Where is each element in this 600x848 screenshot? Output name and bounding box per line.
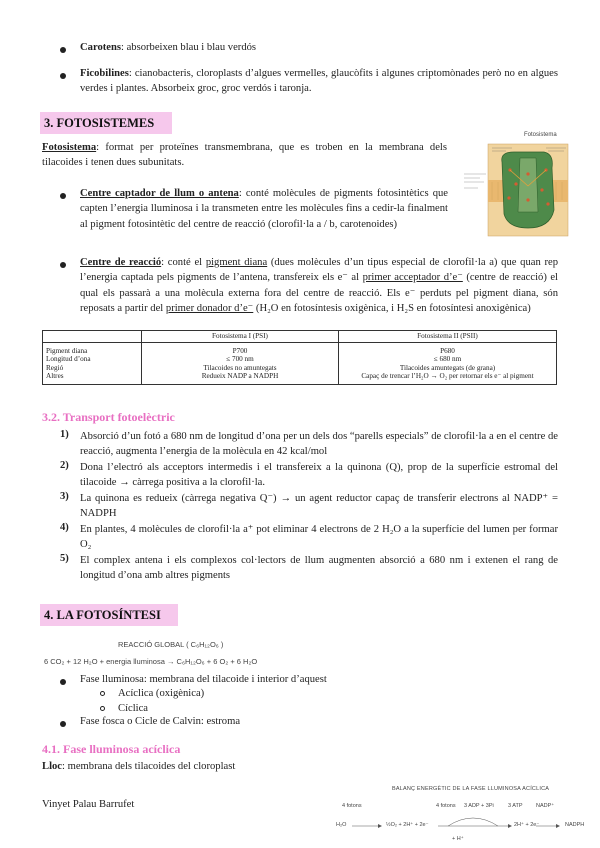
bullet-dot	[60, 262, 66, 268]
balance-label: 4 fotons	[342, 803, 362, 809]
fotosistemes-table	[42, 330, 557, 385]
table-row	[43, 342, 557, 384]
balance-label: 3 ADP + 3Pi	[464, 803, 494, 809]
list-item: Dona l’electró als acceptors intermedis i el transfereix a la quinona (Q), prop de la superfície estromal del tilacoide → càrrega positiva a la clorofil·la.	[80, 462, 558, 489]
list-item: En plantes, 4 molècules de clorofil·la a⁺ pot eliminar 4 electrons de 2 H₂O a la superfície del lumen per formar O₂	[80, 524, 558, 551]
diagram-title: Fotosistema	[524, 132, 557, 138]
antena-description: Centre captador de llum o antena: conté molècules de pigments fotosintètics que capten l’energia lluminosa i la transmeten entre les molècules fins a cedir-la finalment al pigment fotosintètic del centre de reacció (clorofil·la a / b, carotenoides)	[80, 188, 448, 230]
fotosistema-diagram	[462, 132, 570, 240]
bullet-dot	[60, 679, 66, 685]
balance-label: 4 fotons	[436, 803, 456, 809]
list-item: Absorció d’un fotó a 680 nm de longitud d’ona per un dels dos “parells especials” de clorofil·la a en el centre de reacció, augmenta l’energia de la molècula en 42 kcal/mol	[80, 431, 558, 458]
list-number: 2)	[60, 460, 69, 471]
list-number: 5)	[60, 553, 69, 564]
balance-equation-part: ½O₂ + 2H⁺ + 2e⁻	[386, 822, 429, 828]
balance-label: 3 ATP	[508, 803, 523, 809]
balance-label: NADP⁺	[536, 803, 555, 809]
bullet-dot	[60, 47, 66, 53]
phase-aciclica: Acíclica (oxigènica)	[118, 688, 205, 699]
balance-arrows	[338, 810, 598, 840]
centre-reaccio-description: Centre de reacció: conté el pigment diana (dues molècules d’un tipus especial de clorofil·la a) que quan rep l’energia captada pels pigments de l’antena, transfereix els e⁻ al primer acceptador d’e⁻ (centre de reacció) el qual els passarà a una molècula externa fora del centre de reacció. Els e⁻ perduts pel pigment diana, són reposats a partir del primer donador d’e⁻ (H₂O en fotosíntesis oxigènica, i H₂S en fotosíntesi anoxigènica)	[80, 257, 558, 315]
bullet-dot	[60, 193, 66, 199]
table-header-cell: Fotosistema I (PSI)	[142, 331, 339, 343]
table-header-row	[43, 331, 557, 343]
table-psi-values: P700 ≤ 700 nm Tilacoides no amuntegats Redueix NADP a NADPH	[142, 342, 339, 384]
phase-fosca: Fase fosca o Cicle de Calvin: estroma	[80, 716, 241, 727]
balance-title: BALANÇ ENERGÈTIC DE LA FASE LLUMINOSA ACÍCLICA	[392, 786, 550, 792]
bullet-dot	[60, 73, 66, 79]
list-number: 1)	[60, 429, 69, 440]
footer-author: Vinyet Palau Barrufet	[42, 799, 135, 810]
phase-ciclica: Cíclica	[118, 703, 149, 714]
fotosistema-definition: Fotosistema: format per proteïnes transmembrana, que es troben en la membrana dels tilacoides i tenen dues subunitats.	[42, 142, 447, 169]
table-psii-values: P680 ≤ 680 nm Tilacoides amuntegats (de grana) Capaç de trencar l’H₂O → O₂ per retornar els e⁻ al pigment	[339, 342, 557, 384]
section-heading-fotosintesi: 4. LA FOTOSÍNTESI	[40, 604, 178, 626]
table-header-cell	[43, 331, 142, 343]
list-item: La quinona es redueix (càrrega negativa Q⁻) → un agent reductor capaç de transferir electrons al NADP⁺ = NADPH	[80, 493, 558, 520]
list-number: 4)	[60, 522, 69, 533]
subheading-fase-lluminosa-aciclica: 4.1. Fase lluminosa acíclica	[42, 742, 181, 756]
pigment-carotens: Carotens: absorbeixen blau i blau verdós	[80, 42, 257, 53]
sub-bullet-circle	[100, 691, 105, 696]
global-reaction-title: REACCIÓ GLOBAL ( C₆H₁₂O₆ )	[118, 640, 224, 649]
balance-equation-part: 2H⁺ + 2e⁻	[514, 822, 540, 828]
list-number: 3)	[60, 491, 69, 502]
pigment-ficobilines: Ficobilines: cianobacteris, cloroplasts d’algues vermelles, glaucòfits i algunes criptomònades però no en algues verdes i plantes. Absorbeix groc, groc verdós i taronja.	[80, 68, 558, 95]
table-header-cell: Fotosistema II (PSII)	[339, 331, 557, 343]
global-reaction-equation: 6 CO₂ + 12 H₂O + energia lluminosa → C₆H₁₂O₆ + 6 O₂ + 6 H₂O	[44, 657, 258, 666]
balance-equation-part: H₂O	[336, 822, 347, 828]
lloc-line: Lloc: membrana dels tilacoides del cloroplast	[42, 761, 236, 772]
sub-bullet-circle	[100, 706, 105, 711]
subheading-transport-fotoelectric: 3.2. Transport fotoelèctric	[42, 410, 175, 424]
bullet-dot	[60, 721, 66, 727]
fotosistema-illustration	[462, 140, 570, 244]
section-heading-fotosistemes: 3. FOTOSISTEMES	[40, 112, 172, 134]
balance-equation-part: + H⁺	[452, 836, 464, 842]
table-row-labels: Pigment diana Longitud d’ona Regió Altres	[43, 342, 142, 384]
balance-equation-part: NADPH	[565, 822, 585, 828]
list-item: El complex antena i els complexos col·lectors de llum augmenten absorció a 680 nm i extenen el rang de longitud d’ona amb altres pigments	[80, 555, 558, 582]
phase-lluminosa: Fase lluminosa: membrana del tilacoide i interior d’aquest	[80, 674, 327, 685]
